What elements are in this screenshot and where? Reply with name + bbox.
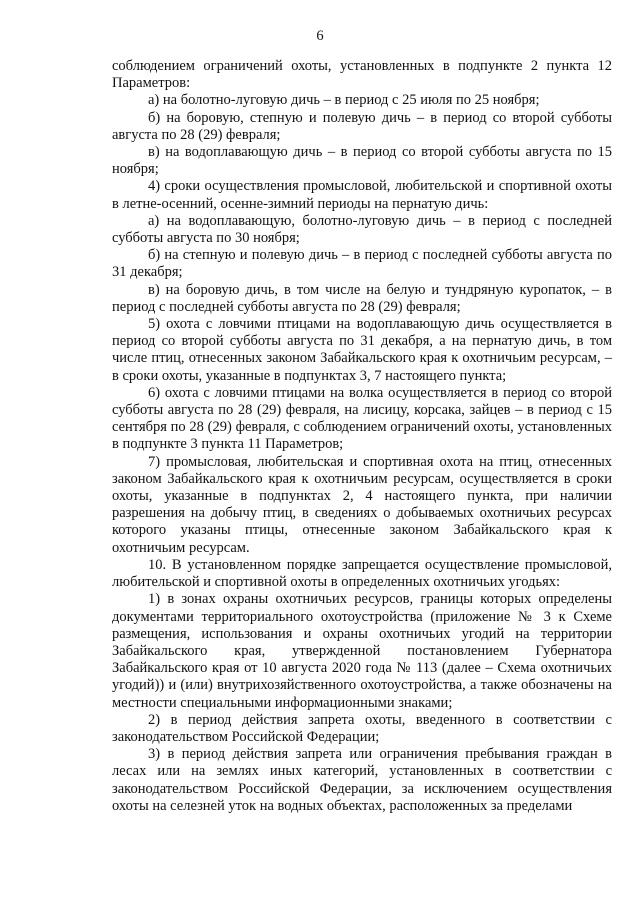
document-body	[112, 58, 612, 815]
paragraph-10-3: 3) в период действия запрета или ограничения пребывания граждан в лесах или на землях иных категорий, установленных в соответствии с законодательством Российской Федерации, за исключением осуществления охоты на селезней уток на водных объектах, расположенных за пределами	[112, 746, 612, 814]
paragraph-4a: а) на водоплавающую, болотно-луговую дичь – в период с последней субботы августа по 30 ноября;	[112, 212, 612, 247]
paragraph-continuation: соблюдением ограничений охоты, установленных в подпункте 2 пункта 12 Параметров:	[112, 58, 612, 92]
paragraph-3c: в) на водоплавающую дичь – в период со второй субботы августа по 15 ноября;	[112, 144, 612, 178]
paragraph-4b: б) на степную и полевую дичь – в период с последней субботы августа по 31 декабря;	[112, 247, 612, 281]
paragraph-4c: в) на боровую дичь, в том числе на белую и тундряную куропаток, – в период с последней субботы августа по 28 (29) февраля;	[112, 281, 612, 315]
paragraph-5: 5) охота с ловчими птицами на водоплавающую дичь осуществляется в период со второй субботы августа по 31 декабря, а на пернатую дичь, в том числе птиц, отнесенных законом Забайкальского края к охотничьим ресурсам, – в сроки охоты, указанные в подпунктах 3, 7 настоящего пункта;	[112, 316, 612, 384]
paragraph-10-1: 1) в зонах охраны охотничьих ресурсов, границы которых определены документами территориального охотоустройства (приложение № 3 к Схеме размещения, использования и охраны охотничьих угодий на территории Забайкальского края, утвержденной постановлением Губернатора Забайкальского края от 10 августа 2020 года № 113 (далее – Схема охотничьих угодий)) и (или) внутрихозяйственного охотоустройства, а также обозначены на местности специальными информационными знаками;	[112, 591, 612, 711]
page-number: 6	[316, 28, 324, 44]
paragraph-section-10: 10. В установленном порядке запрещается осуществление промысловой, любительской и спортивной охоты в определенных охотничьих угодьях:	[112, 556, 612, 591]
paragraph-10-2: 2) в период действия запрета охоты, введенного в соответствии с законодательством Российской Федерации;	[112, 711, 612, 745]
paragraph-6: 6) охота с ловчими птицами на волка осуществляется в период со второй субботы августа по 28 (29) февраля, на лисицу, корсака, зайцев – в период с 15 сентября по 28 (29) февраля, с соблюдением ограничений охоты, установленных в подпункте 3 пункта 11 Параметров;	[112, 384, 612, 453]
paragraph-3b: б) на боровую, степную и полевую дичь – в период со второй субботы августа по 28 (29) февраля;	[112, 109, 612, 143]
paragraph-4: 4) сроки осуществления промысловой, любительской и спортивной охоты в летне-осенний, осенне-зимний периоды на пернатую дичь:	[112, 178, 612, 212]
paragraph-7: 7) промысловая, любительская и спортивная охота на птиц, отнесенных законом Забайкальского края к охотничьим ресурсам, осуществляется в сроки охоты, указанные в подпунктах 2, 4 настоящего пункта, при наличии разрешения на добычу птиц, в сведениях о добываемых охотничьих ресурсах которого указаны птицы, отнесенные законом Забайкальского края к охотничьим ресурсам.	[112, 453, 612, 556]
paragraph-3a: а) на болотно-луговую дичь – в период с 25 июля по 25 ноября;	[148, 92, 540, 109]
